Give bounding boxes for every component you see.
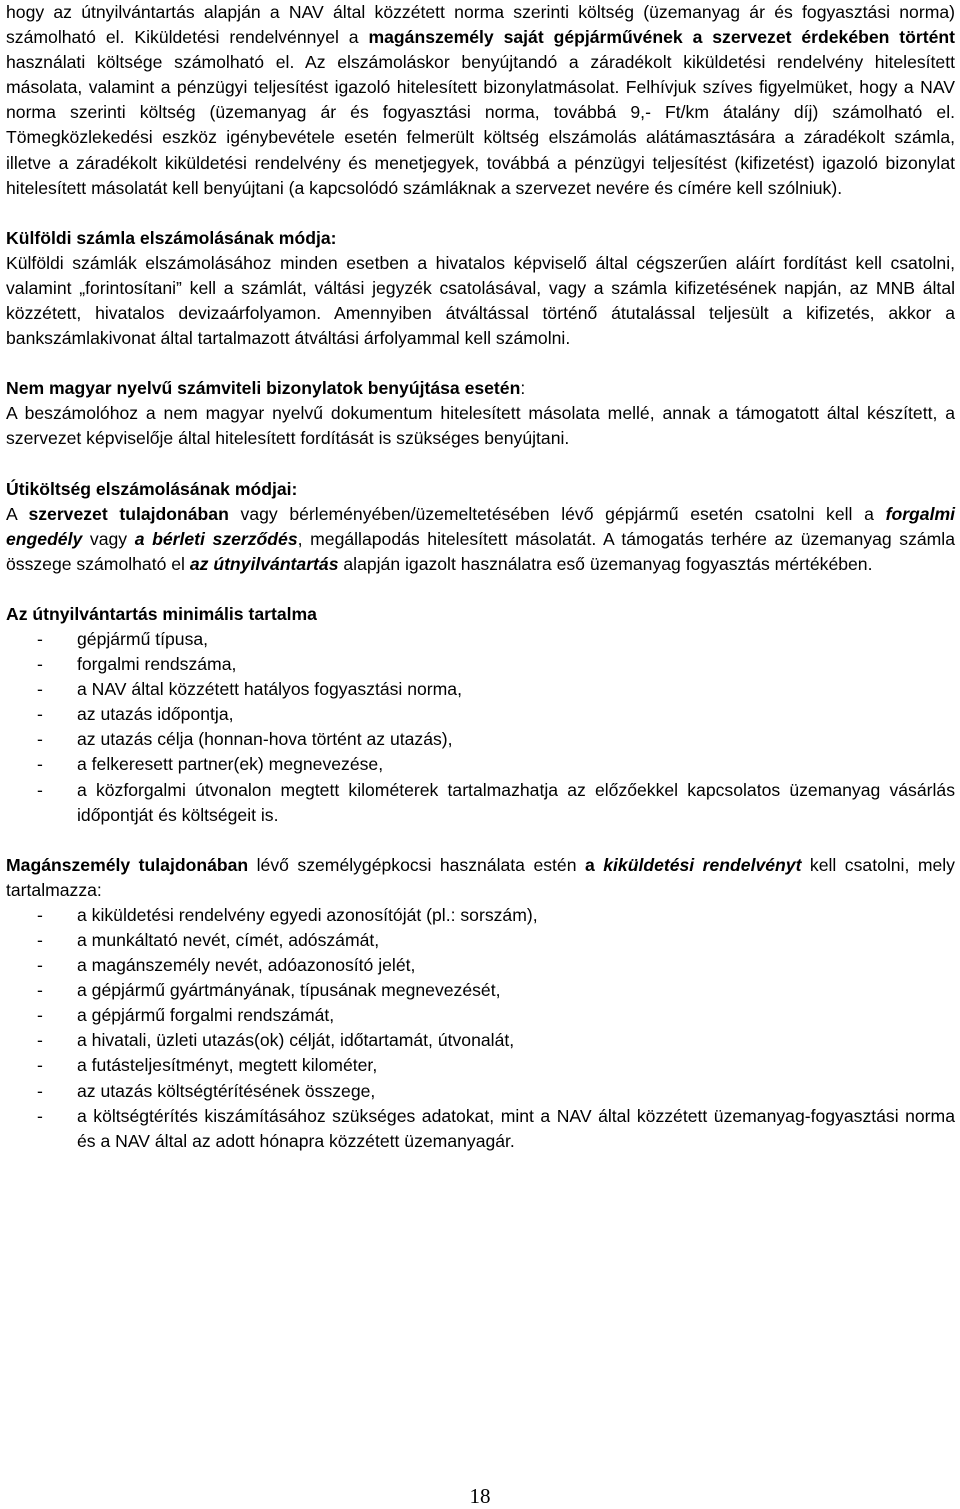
list-item: - a munkáltató nevét, címét, adószámát,: [37, 930, 380, 950]
intro-emphasis: magánszemély saját gépjárművének a szervezet érdekében történt: [368, 27, 955, 48]
section-text: vagy bérleményében/üzemeltetésében lévő gépjármű esetén csatolni kell a: [228, 503, 886, 524]
section-text: , megállapodás hitelesített másolatát. A támogatás terhére az üzemanyag számla összege számolható el: [6, 528, 956, 574]
logbook-section: [6, 602, 955, 828]
private-vehicle-list: [6, 903, 955, 1154]
list-item: - a gépjármű gyártmányának, típusának megnevezését,: [37, 980, 501, 1001]
section-text: Külföldi számlák elszámolásához minden esetben a hivatalos képviselő által cégszerűen aláírt fordítást kell csatolni, valamint: [6, 252, 955, 298]
foreign-invoice-section: [6, 226, 955, 351]
list-item: - a gépjármű forgalmi rendszámát,: [37, 1005, 335, 1026]
section-heading: Külföldi számla elszámolásának módja:: [6, 227, 337, 248]
intro-paragraph: [6, 0, 955, 201]
private-vehicle-section: [6, 853, 955, 1154]
list-item: - a közforgalmi útvonalon megtett kilométerek tartalmazhatja az előzőekkel kapcsolatos üzemanyag vásárlás időpontját és költségeit is.: [37, 779, 955, 825]
list-item: - az utazás időpontja,: [37, 704, 234, 725]
intro-text: használati költsége számolható el. Az elszámoláskor benyújtandó a záradékolt kiküldetési rendelvény hitelesített másolata, valamint a pénzügyi teljesítést igazoló hitelesített bizonylatmásolat. Felhívjuk szíves figyelmüket, hogy a NAV norma szerinti költség (üzemanyag ár és fogyasztási norma, továbbá 9,- Ft/km átalány díj) számolható el. Tömegközlekedési eszköz igénybevétele esetén felmerült költség elszámolás alátámasztására a záradékolt számla, illetve a záradékolt kiküldetési rendelvény és menetjegyek, továbbá a pénzügyi teljesítést (kifizetést) igazoló bizonylat hitelesített másolatát kell benyújtani (a kapcsolódó számláknak a szervezet nevére és címére kell szólniuk).: [6, 52, 955, 198]
travel-cost-section: [6, 477, 955, 577]
section-intro: Magánszemély tulajdonában lévő személygépkocsi használata estén a kiküldetési rendelvényt kell csatolni, mely tartalmazza:: [6, 854, 955, 900]
section-emphasis: Magánszemély tulajdonában: [6, 854, 249, 875]
intro-text: hogy az útnyilvántartás alapján a NAV által közzétett norma szerinti költség (üzemanyag ár és fogyasztási norma) számolható el.: [6, 2, 955, 48]
list-item: - a kiküldetési rendelvény egyedi azonosítóját (pl.: sorszám),: [37, 904, 538, 925]
list-item: - az utazás költségtérítésének összege,: [37, 1080, 376, 1101]
section-heading: Nem magyar nyelvű számviteli bizonylatok benyújtása esetén: [6, 378, 521, 399]
section-text: vagy: [82, 528, 135, 549]
list-item: - a NAV által közzétett hatályos fogyasztási norma,: [37, 679, 462, 700]
section-emphasis: szervezet tulajdonában: [28, 503, 229, 524]
list-item: - a hivatali, üzleti utazás(ok) célját, időtartamát, útvonalát,: [37, 1030, 515, 1051]
page-number: 18: [469, 1484, 491, 1508]
section-text: „forintosítani”: [79, 277, 182, 298]
section-emphasis: kiküldetési rendelvényt: [603, 854, 802, 875]
section-heading: Az útnyilvántartás minimális tartalma: [6, 603, 317, 624]
section-emphasis: forgalmi engedély: [6, 503, 955, 549]
list-item: - forgalmi rendszáma,: [37, 654, 237, 675]
section-text: A: [6, 503, 29, 524]
document-page: [6, 0, 955, 1154]
list-item: - gépjármű típusa,: [37, 628, 209, 649]
list-item: - a költségtérítés kiszámításához szükséges adatokat, mint a NAV által közzétett üzemanyag-fogyasztási norma és a NAV által az adott hónapra közzétett üzemanyagár.: [37, 1105, 955, 1151]
section-text: A beszámolóhoz a nem magyar nyelvű dokumentum hitelesített másolata mellé, annak a támogatott által készített, a szervezet képviselője által hitelesített fordítását is szükséges benyújtani.: [6, 403, 955, 449]
list-item: - a futásteljesítményt, megtett kilométer,: [37, 1055, 378, 1076]
section-text: kell a számlát, váltási jegyzék csatolásával, vagy a számla kifizetésének napján, az MNB által közzétett, hivatalos devizaárfolyamon. Amennyiben átváltással történő átutalással teljesült a kifizetés, akkor a bankszámlakivonat által tartalmazott átváltási árfolyammal kell számolni.: [6, 277, 956, 349]
logbook-list: [6, 627, 955, 828]
non-hungarian-docs-section: [6, 376, 955, 451]
list-item: - a magánszemély nevét, adóazonosító jelét,: [37, 955, 416, 976]
section-heading: Útiköltség elszámolásának módjai:: [6, 478, 298, 499]
section-text: alapján igazolt használatra eső üzemanyag fogyasztás mértékében.: [338, 553, 873, 574]
list-item: - az utazás célja (honnan-hova történt az utazás),: [37, 729, 453, 750]
intro-text: Kiküldetési rendelvénnyel a: [124, 27, 369, 48]
section-emphasis: a bérleti szerződés: [134, 528, 298, 549]
section-emphasis: az útnyilvántartás: [189, 553, 339, 574]
heading-colon: :: [520, 378, 526, 399]
list-item: - a felkeresett partner(ek) megnevezése,: [37, 754, 384, 775]
